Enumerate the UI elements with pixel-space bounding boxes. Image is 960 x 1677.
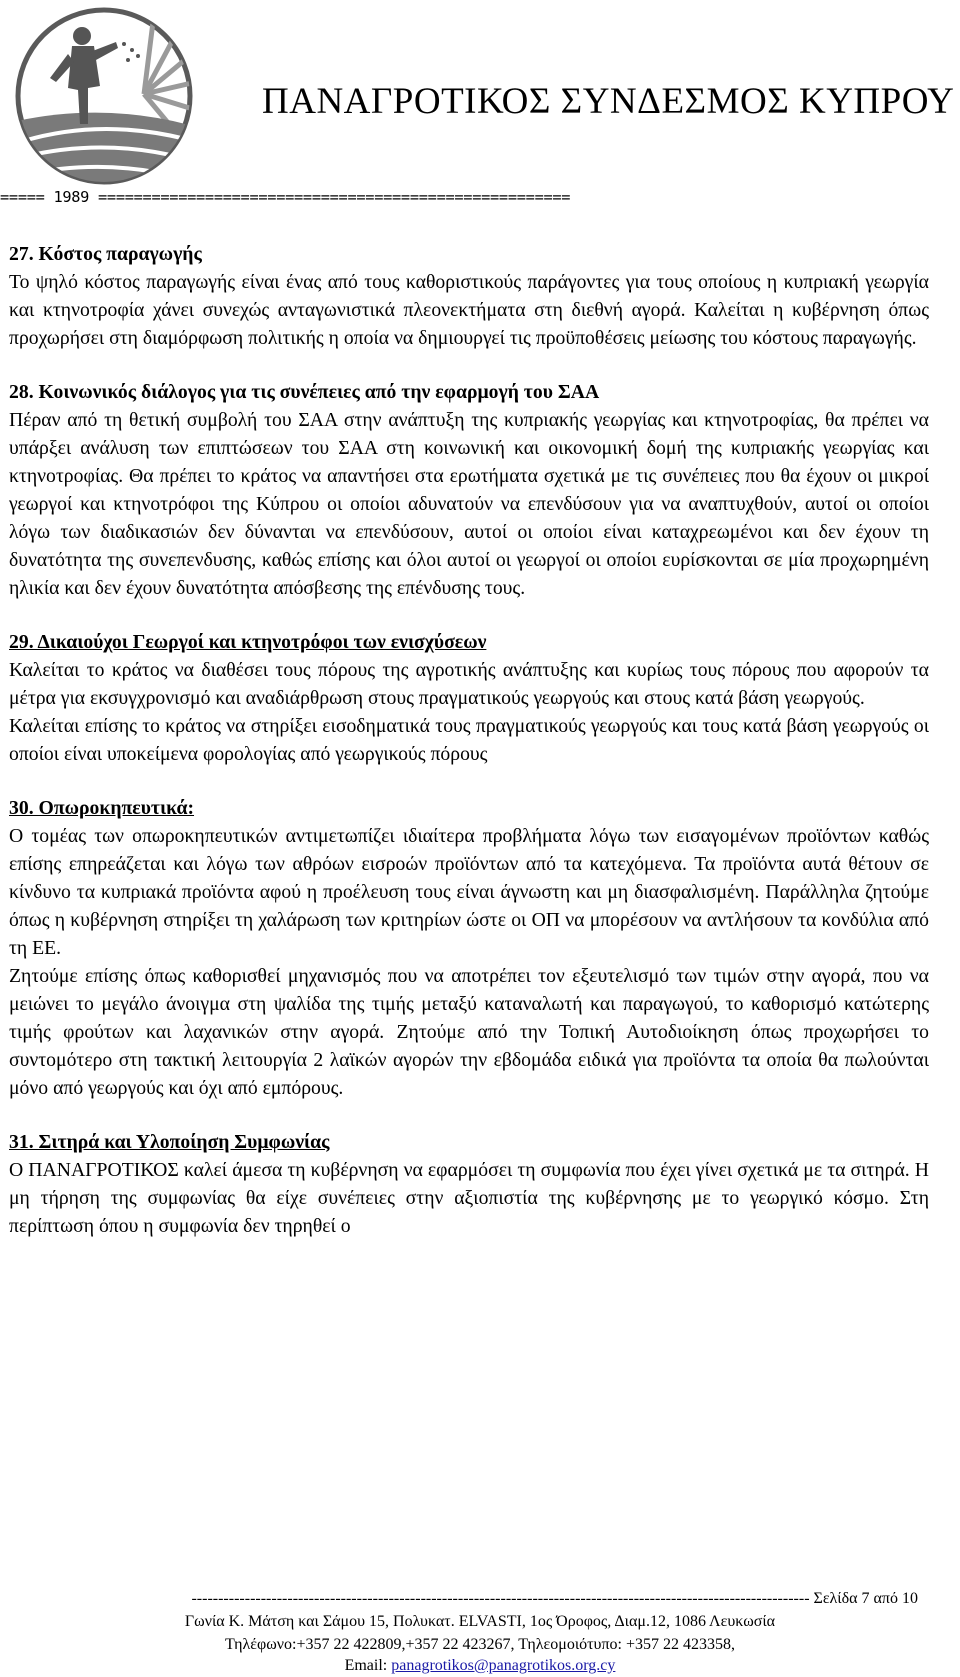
section-title-text: 31. Σιτηρά και Υλοποίηση Συμφωνίας	[9, 1131, 330, 1153]
section-paragraph: Ζητούμε επίσης όπως καθορισθεί μηχανισμός που να αποτρέπει τον εξευτελισμό των τιμών στην αγορά, που να μειώνει το μεγάλο άνοιγμα στη ψαλίδα της τιμής μεταξύ καταναλωτή και παραγωγού, το καθορισμό κατώτερης τιμής φρούτων και λαχανικών στην αγορά. Ζητούμε από την Τοπική Αυτοδιοίκηση όπως προχωρήσει το συντομότερο στη τακτική λειτουργία 2 λαϊκών αγορών την εβδομάδα ειδικά για προϊόντα τα οποία θα πωλούνται μόνο από γεωργούς και όχι από εμπόρους.	[9, 965, 929, 1099]
section	[9, 794, 929, 1102]
document-body	[9, 240, 929, 1266]
footer-email-label: Email:	[344, 1657, 392, 1674]
farmer-sowing-logo-icon	[4, 4, 204, 189]
organization-name: ΠΑΝΑΓΡΟΤΙΚΟΣ ΣΥΝΔΕΣΜΟΣ ΚΥΠΡΟΥ	[262, 81, 955, 122]
email-link[interactable]: panagrotikos@panagrotikos.org.cy	[391, 1657, 616, 1674]
section-paragraph: Πέραν από τη θετική συμβολή του ΣΑΑ στην ανάπτυξη της κυπριακής γεωργίας και κτηνοτροφίας, θα πρέπει να υπάρξει ανάλυση των επιπτώσεων του ΣΑΑ στη κοινωνική και οικονομική δομή της κυπριακής γεωργίας και κτηνοτροφίας. Θα πρέπει το κράτος να απαντήσει στα ερωτήματα σχετικά με τις συνέπειες που θα έχουν οι μικροί γεωργοί και κτηνοτρόφοι της Κύπρου οι οποίοι αδυνατούν να επενδύσουν για να αναπτυχθούν, αυτοί οι οποίοι λόγω των διαδικασιών δεν δύνανται να επενδύσουν, αυτοί οι οποίοι είναι καταχρεωμένοι και δεν έχουν τη δυνατότητα της συνεπενδυσης, καθώς επίσης και όλοι αυτοί οι γεωργοί οι οποίοι ευρίσκονται σε μία προχωρημένη ηλικία και δεν έχουν δυνατότητα απόσβεσης της επένδυσης τους.	[9, 409, 929, 599]
section-paragraph: Ο τομέας των οπωροκηπευτικών αντιμετωπίζει ιδιαίτερα προβλήματα λόγω των εισαγομένων προϊόντων καθώς επίσης επηρεάζεται και λόγω των αθρόων εισροών προϊόντων από τα κατεχόμενα. Τα προϊόντα αυτά θέτουν σε κίνδυνο τα κυπριακά προϊόντα αφού η προέλευση τους είναι άγνωστη και μη διασφαλισμένη. Παράλληλα ζητούμε όπως η κυβέρνηση στηρίξει τη χαλάρωση των κριτηρίων ώστε οι ΟΠ να μπορέσουν να αντλήσουν τα κονδύλια από τη ΕΕ.	[9, 825, 929, 959]
section-title	[9, 628, 929, 656]
section	[9, 628, 929, 768]
section-title-text: 28. Κοινωνικός διάλογος για τις συνέπειες από την εφαρμογή του ΣΑΑ	[9, 381, 600, 403]
section-paragraph: Καλείται επίσης το κράτος να στηρίξει εισοδηματικά τους πραγματικούς γεωργούς και τους κατά βάση γεωργούς οι οποίοι είναι υποκείμενα φορολογίας από γεωργικούς πόρους	[9, 715, 929, 765]
section-title	[9, 1128, 929, 1156]
section	[9, 1128, 929, 1240]
header-rule: ===== 1989 =====================================================	[0, 188, 571, 206]
section-title	[9, 378, 929, 406]
section	[9, 240, 929, 352]
footer-address: Γωνία Κ. Μάτση και Σάμου 15, Πολυκατ. ELVASTI, 1ος Όροφος, Διαμ.12, 1086 Λευκωσία	[184, 1613, 776, 1630]
section	[9, 378, 929, 602]
section-title-text: 27. Κόστος παραγωγής	[9, 243, 202, 265]
page-number-line: -------------------------------------------------------------------------------------------------------------------- Σελίδα 7 από 10	[191, 1590, 918, 1607]
section-paragraph: Το ψηλό κόστος παραγωγής είναι ένας από τους καθοριστικούς παράγοντες για τους οποίους η κυπριακή γεωργία και κτηνοτροφία χάνει συνεχώς ανταγωνιστικά πλεονεκτήματα στη διεθνή αγορά. Καλείται η κυβέρνηση όπως προχωρήσει στη διαμόρφωση πολιτικής η οποία να δημιουργεί τις προϋποθέσεις μείωσης του κόστους παραγωγής.	[9, 271, 929, 349]
section-title-text: 29. Δικαιούχοι Γεωργοί και κτηνοτρόφοι των ενισχύσεων	[9, 631, 487, 653]
footer-phones: Τηλέφωνο:+357 22 422809,+357 22 423267, Τηλεομοιότυπο: +357 22 423358,	[224, 1636, 736, 1653]
footer-email	[0, 1657, 960, 1675]
section-paragraph: Ο ΠΑΝΑΓΡΟΤΙΚΟΣ καλεί άμεσα τη κυβέρνηση να εφαρμόσει τη συμφωνία που έχει γίνει σχετικά με τα σιτηρά. Η μη τήρηση της συμφωνίας θα είχε συνέπειες στην αξιοπιστία της κυβέρνησης με το γεωργικό κόσμο. Στη περίπτωση όπου η συμφωνία δεν τηρηθεί ο	[9, 1159, 929, 1237]
section-title-text: 30. Οπωροκηπευτικά:	[9, 797, 195, 819]
section-paragraph: Καλείται το κράτος να διαθέσει τους πόρους της αγροτικής ανάπτυξης και κυρίως τους πόρους που αφορούν τα μέτρα για εκσυγχρονισμό και αναδιάρθρωση στους πραγματικούς γεωργούς και στους κατά βάση γεωργούς.	[9, 659, 929, 709]
section-title	[9, 794, 929, 822]
section-title	[9, 240, 929, 268]
